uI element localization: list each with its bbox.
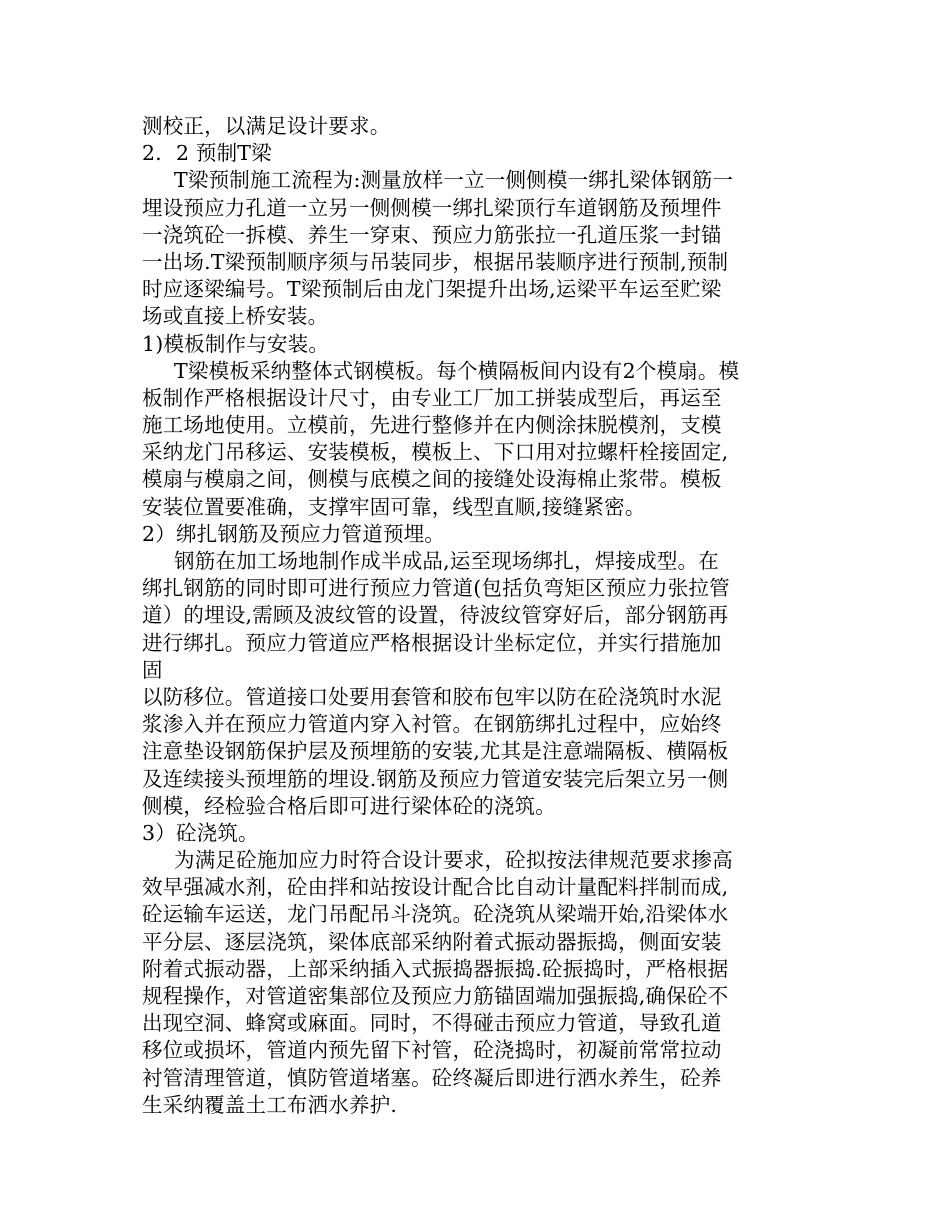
text-line: 浆渗入并在预应力管道内穿入衬管。在钢筋绑扎过程中，应始终 [142, 712, 722, 737]
text-line: 3）砼浇筑。 [142, 820, 259, 845]
text-line: 平分层、逐层浇筑，梁体底部采纳附着式振动器振捣，侧面安装 [142, 929, 722, 954]
document-body [142, 113, 812, 1119]
text-line: 绑扎钢筋的同时即可进行预应力管道(包括负弯矩区预应力张拉管 [142, 576, 730, 601]
text-line: 侧模，经检验合格后即可进行梁体砼的浇筑。 [142, 793, 556, 818]
text-line: 场或直接上桥安装。 [142, 304, 329, 329]
text-line: 2．2 预制T梁 [142, 141, 272, 166]
text-line: 效早强减水剂，砼由拌和站按设计配合比自动计量配料拌制而成, [142, 875, 729, 900]
text-line: 一出场.T梁预制顺序须与吊装同步，根据吊装顺序进行预制,预制 [142, 249, 729, 274]
text-line: 安装位置要准确，支撑牢固可靠，线型直顺,接缝紧密。 [142, 494, 646, 519]
text-line: 附着式振动器，上部采纳插入式振捣器振捣.砼振捣时，严格根据 [142, 956, 729, 981]
text-line: 钢筋在加工场地制作成半成品,运至现场绑扎，焊接成型。在 [174, 549, 719, 573]
text-line: 生采纳覆盖土工布洒水养护. [142, 1092, 398, 1117]
text-line: 板制作严格根据设计尺寸，由专业工厂加工拼装成型后，再运至 [142, 385, 722, 410]
text-line: 2）绑扎钢筋及预应力管道预埋。 [142, 521, 446, 546]
text-line: 一浇筑砼一拆模、养生一穿束、预应力筋张拉一孔道压浆一封锚 [142, 222, 722, 247]
text-line: 出现空洞、蜂窝或麻面。同时，不得碰击预应力管道，导致孔道 [142, 1011, 722, 1036]
text-line: 固 [142, 657, 163, 682]
text-line: 注意垫设钢筋保护层及预埋筋的安装,尤其是注意端隔板、横隔板 [142, 739, 729, 764]
text-line: 道）的埋设,需顾及波纹管的设置，待波纹管穿好后，部分钢筋再 [142, 603, 729, 628]
text-line: T梁模板采纳整体式钢模板。每个横隔板间内设有2个模扇。模 [174, 358, 740, 383]
text-line: 砼运输车运送，龙门吊配吊斗浇筑。砼浇筑从梁端开始,沿梁体水 [142, 902, 729, 927]
text-line: 埋设预应力孔道一立另一侧侧模一绑扎梁顶行车道钢筋及预埋件 [142, 195, 722, 220]
text-line: 施工场地使用。立模前，先进行整修并在内侧涂抹脱模剂，支模 [142, 413, 722, 438]
text-line: 为满足砼施加应力时符合设计要求，砼拟按法律规范要求掺高 [174, 848, 733, 873]
text-line: 测校正，以满足设计要求。 [142, 114, 391, 138]
text-line: 衬管清理管道，慎防管道堵塞。砼终凝后即进行洒水养生，砼养 [142, 1065, 722, 1090]
text-line: 移位或损坏，管道内预先留下衬管，砼浇捣时，初凝前常常拉动 [142, 1038, 722, 1063]
text-line: 进行绑扎。预应力管道应严格根据设计坐标定位，并实行措施加 [142, 630, 722, 655]
text-line: T梁预制施工流程为:测量放样一立一侧侧模一绑扎梁体钢筋一 [174, 168, 734, 193]
text-line: 采纳龙门吊移运、安装模板，模板上、下口用对拉螺杆栓接固定, [142, 440, 729, 465]
text-line: 以防移位。管道接口处要用套管和胶布包牢以防在砼浇筑时水泥 [142, 684, 722, 709]
text-line: 模扇与模扇之间，侧模与底模之间的接缝处设海棉止浆带。模板 [142, 467, 722, 492]
text-line: 1)模板制作与安装。 [142, 331, 330, 356]
text-line: 及连续接头预埋筋的埋设.钢筋及预应力管道安装完后架立另一侧 [142, 766, 729, 791]
text-line: 时应逐梁编号。T梁预制后由龙门架提升出场,运梁平车运至贮梁 [142, 277, 722, 302]
text-line: 规程操作，对管道密集部位及预应力筋锚固端加强振捣,确保砼不 [142, 984, 729, 1008]
